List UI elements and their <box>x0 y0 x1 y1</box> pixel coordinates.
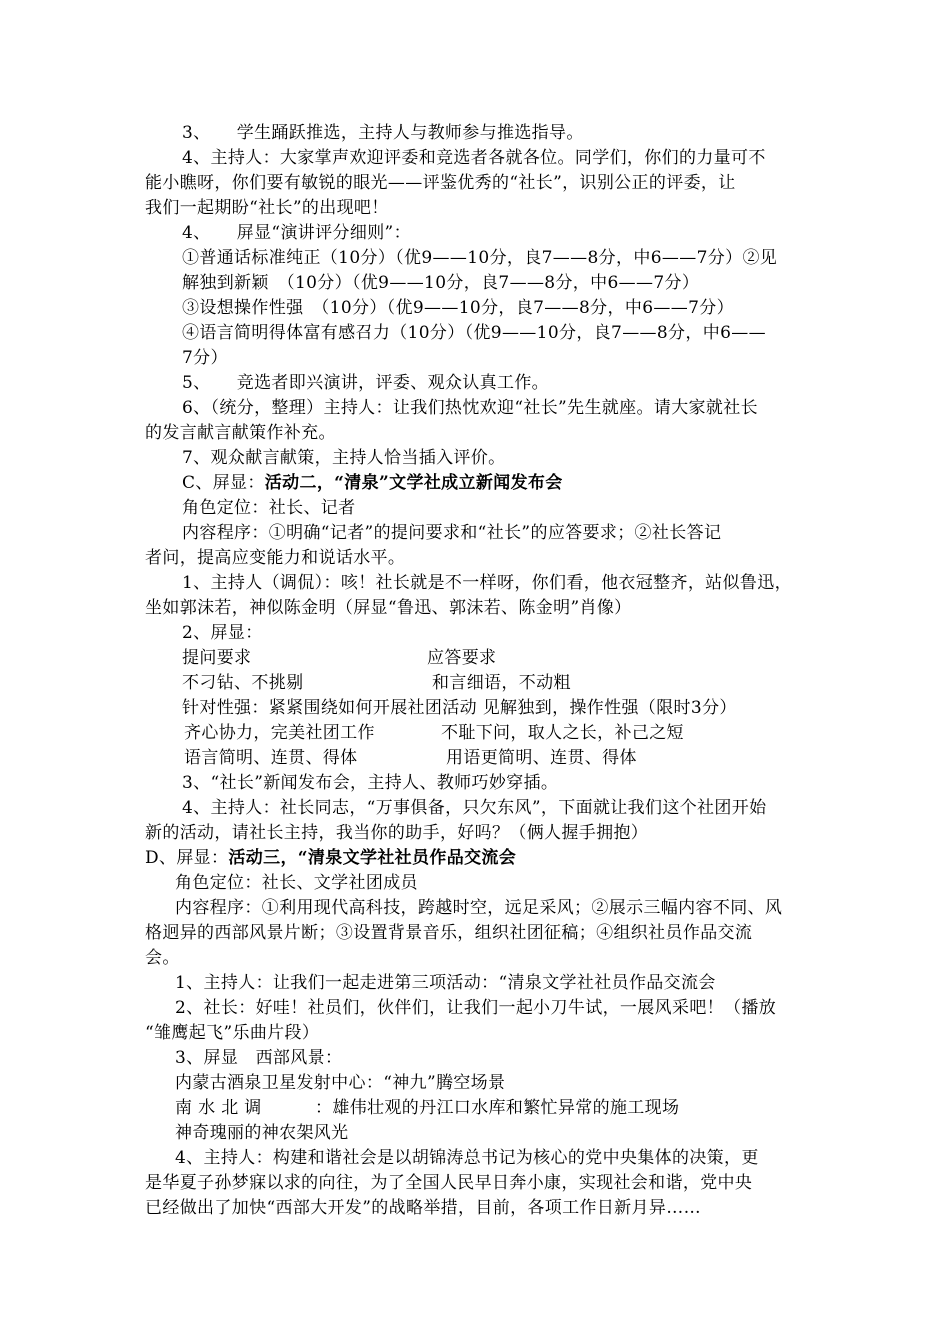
cell-left: 南 水 北 调 <box>175 1098 262 1118</box>
text-line: 者问，提高应变能力和说话水平。 <box>145 548 406 568</box>
text-line: 内蒙古酒泉卫星发射中心：“神九”腾空场景 <box>175 1073 506 1093</box>
text-line: 内容程序：①明确“记者”的提问要求和“社长”的应答要求；②社长答记 <box>182 523 722 543</box>
text-line: 4、 屏显“演讲评分细则”： <box>182 223 411 243</box>
text-line: 我们一起期盼“社长”的出现吧！ <box>145 198 389 218</box>
table-row <box>182 671 847 696</box>
text-line: 2、屏显： <box>182 623 263 643</box>
table-row <box>184 746 849 771</box>
cell-left: 齐心协力，完美社团工作 <box>184 723 375 743</box>
text-line: 3、 学生踊跃推选，主持人与教师参与推选指导。 <box>182 123 584 143</box>
cell-left: 语言简明、连贯、得体 <box>184 748 358 768</box>
cell-left: 不刁钻、不挑剔 <box>182 673 304 693</box>
text-line: 2、社长：好哇！社员们，伙伴们，让我们一起小刀牛试，一展风采吧！（播放 <box>175 998 777 1018</box>
heading-prefix: C、屏显： <box>182 473 265 493</box>
cell-right: 和言细语，不动粗 <box>432 673 571 693</box>
text-line: ③设想操作性强 （10分）（优9——10分，良7——8分，中6——7分） <box>182 298 734 318</box>
text-line: ①普通话标准纯正（10分）（优9——10分，良7——8分，中6——7分）②见 <box>182 248 778 268</box>
text-line: 4、主持人：社长同志，“万事俱备，只欠东风”，下面就让我们这个社团开始 <box>182 798 767 818</box>
text-line: 角色定位：社长、记者 <box>182 498 356 518</box>
text-line: 5、 竞选者即兴演讲，评委、观众认真工作。 <box>182 373 550 393</box>
text-line <box>175 1096 840 1121</box>
text-line: 7分） <box>182 348 228 368</box>
text-line: 格迥异的西部风景片断；③设置背景音乐，组织社团征稿；④组织社员作品交流 <box>145 923 753 943</box>
text-line: 神奇瑰丽的神农架风光 <box>175 1123 349 1143</box>
section-heading-d <box>145 846 810 871</box>
cell-right: ：雄伟壮观的丹江口水库和繁忙异常的施工现场 <box>315 1098 680 1118</box>
text-line: 解独到新颖 （10分）（优9——10分，良7——8分，中6——7分） <box>182 273 700 293</box>
text-line: 内容程序：①利用现代高科技，跨越时空，远足采风；②展示三幅内容不同、风 <box>175 898 783 918</box>
heading-prefix: D、屏显： <box>145 848 229 868</box>
heading-title: 活动三，“清泉文学社社员作品交流会 <box>228 848 517 868</box>
column-header-answers: 应答要求 <box>427 648 497 668</box>
text-line: 7、观众献言献策，主持人恰当插入评价。 <box>182 448 506 468</box>
text-line: 3、屏显 西部风景： <box>175 1048 343 1068</box>
cell-right: 不耻下问，取人之长，补己之短 <box>441 723 684 743</box>
text-line: 新的活动，请社长主持，我当你的助手，好吗？（俩人握手拥抱） <box>145 823 649 843</box>
text-line: 4、主持人：大家掌声欢迎评委和竞选者各就各位。同学们，你们的力量可不 <box>182 148 766 168</box>
text-line: 坐如郭沫若，神似陈金明（屏显“鲁迅、郭沫若、陈金明”肖像） <box>145 598 632 618</box>
text-line: 是华夏子孙梦寐以求的向往，为了全国人民早日奔小康，实现社会和谐，党中央 <box>145 1173 753 1193</box>
text-line: 4、主持人：构建和谐社会是以胡锦涛总书记为核心的党中央集体的决策，更 <box>175 1148 759 1168</box>
text-line: 角色定位：社长、文学社团成员 <box>175 873 418 893</box>
column-header-questions: 提问要求 <box>182 648 252 668</box>
text-line: 的发言献言献策作补充。 <box>145 423 336 443</box>
table-header-row <box>182 646 847 671</box>
text-line: 能小瞧呀，你们要有敏锐的眼光——评鉴优秀的“社长”，识别公正的评委，让 <box>145 173 736 193</box>
text-line: 已经做出了加快“西部大开发”的战略举措，目前，各项工作日新月异…… <box>145 1198 701 1218</box>
table-row <box>184 721 849 746</box>
text-line: 1、主持人（调侃）：咳！社长就是不一样呀，你们看，他衣冠整齐，站似鲁迅， <box>182 573 792 593</box>
cell-right: 用语更简明、连贯、得体 <box>446 748 637 768</box>
text-line: 6、（统分，整理）主持人：让我们热忱欢迎“社长”先生就座。请大家就社长 <box>182 398 758 418</box>
text-line: ④语言简明得体富有感召力（10分）（优9——10分，良7——8分，中6—— <box>182 323 766 343</box>
table-row: 针对性强：紧紧围绕如何开展社团活动 见解独到，操作性强（限时3分） <box>182 698 737 718</box>
section-heading-c <box>182 471 847 496</box>
text-line: “雏鹰起飞”乐曲片段） <box>145 1023 320 1043</box>
text-line: 会。 <box>145 948 180 968</box>
text-line: 3、“社长”新闻发布会，主持人、教师巧妙穿插。 <box>182 773 559 793</box>
heading-title: 活动二，“清泉”文学社成立新闻发布会 <box>264 473 563 493</box>
text-line: 1、主持人：让我们一起走进第三项活动：“清泉文学社社员作品交流会 <box>175 973 716 993</box>
